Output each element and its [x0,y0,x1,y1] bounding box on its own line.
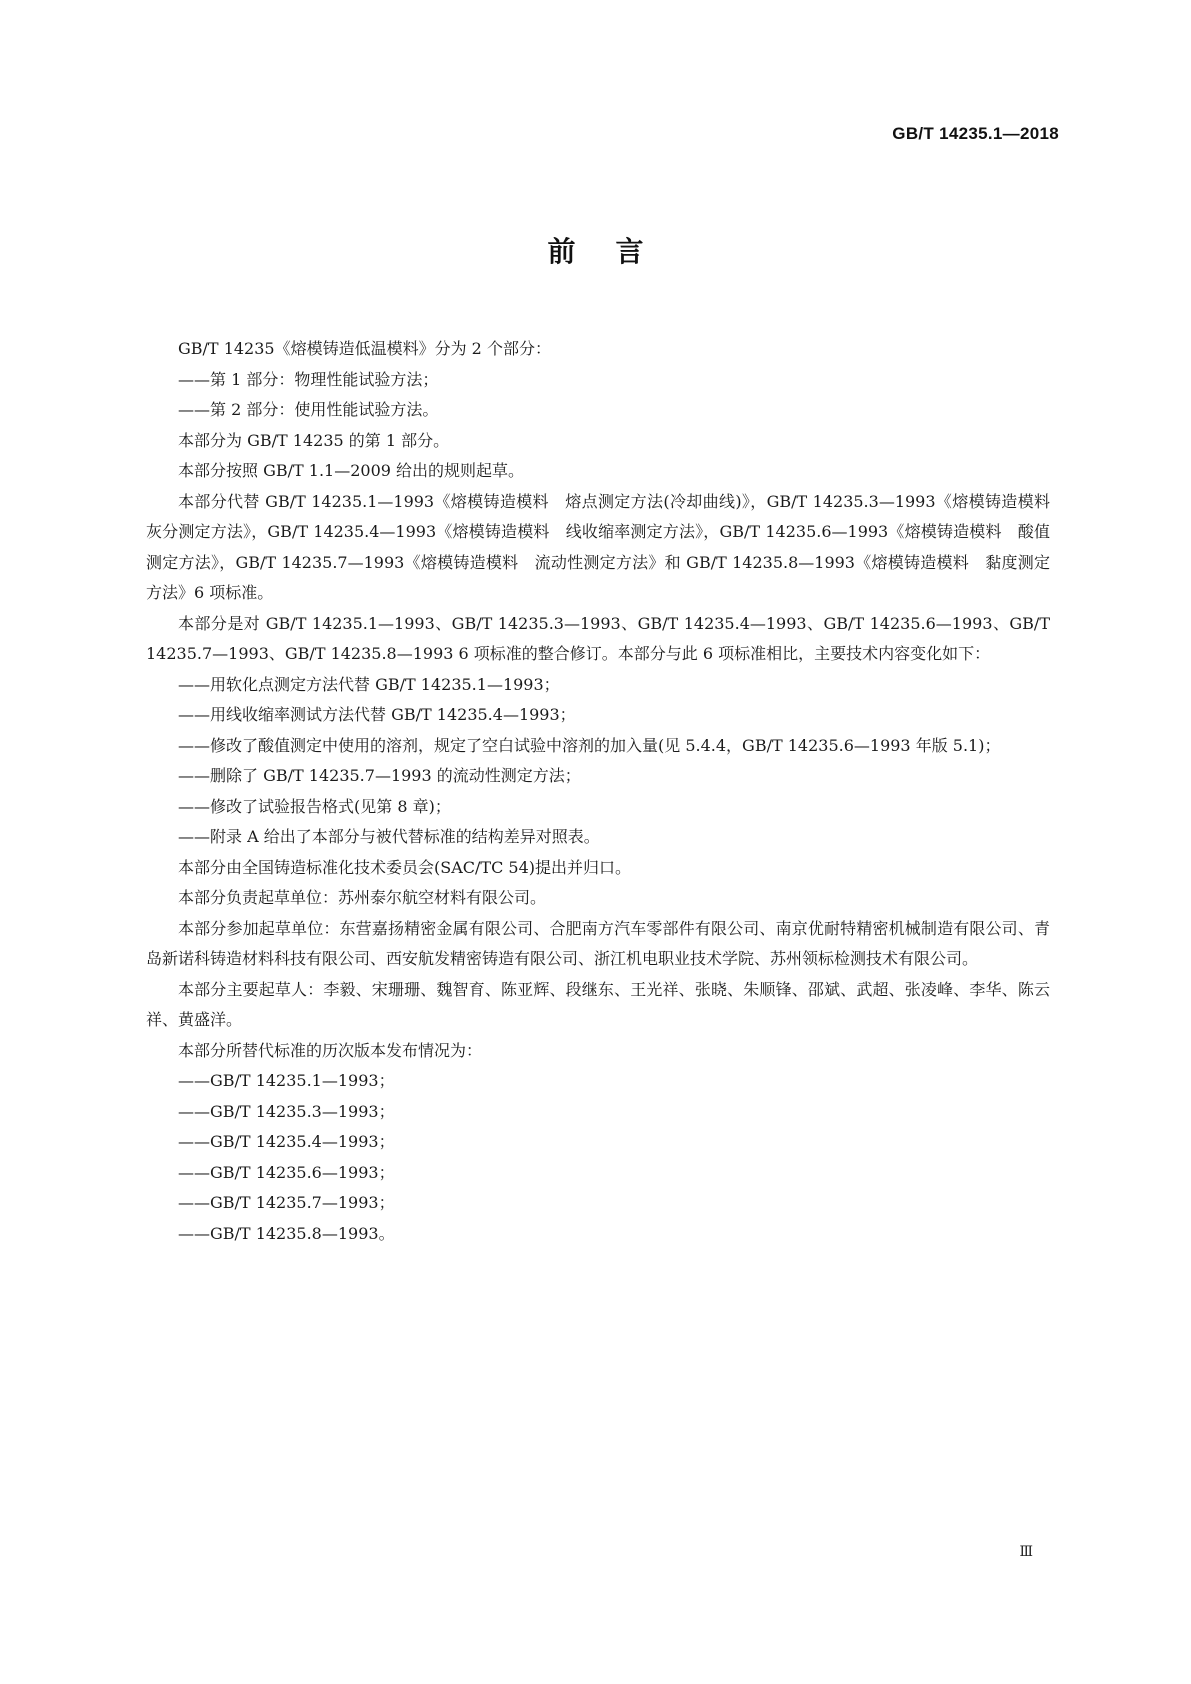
paragraph: 本部分负责起草单位：苏州泰尔航空材料有限公司。 [178,888,547,907]
list-item: ——第 2 部分：使用性能试验方法。 [178,400,439,419]
list-item: ——GB/T 14235.7—1993； [178,1193,395,1212]
list-item: ——用线收缩率测试方法代替 GB/T 14235.4—1993； [178,705,576,724]
list-item: ——删除了 GB/T 14235.7—1993 的流动性测定方法； [178,766,581,785]
list-item: ——修改了酸值测定中使用的溶剂，规定了空白试验中溶剂的加入量(见 5.4.4，GB/T 14235.6—1993 年版 5.1)； [178,735,1001,755]
paragraph: 本部分是对 GB/T 14235.1—1993、GB/T 14235.3—1993、GB/T 14235.4—1993、GB/T 14235.6—1993、GB/T 14235.7—1993、GB/T 14235.8—1993 6 项标准的整合修订。本部分与此 6 项标准相比，主要技术内容变化如下： [146,613,1050,663]
paragraph: 本部分参加起草单位：东营嘉扬精密金属有限公司、合肥南方汽车零部件有限公司、南京优耐特精密机械制造有限公司、青岛新诺科铸造材料科技有限公司、西安航发精密铸造有限公司、浙江机电职业技术学院、苏州领标检测技术有限公司。 [146,918,1050,968]
standard-number: GB/T 14235.1—2018 [892,124,1059,143]
list-item: ——用软化点测定方法代替 GB/T 14235.1—1993； [178,674,560,694]
list-item: ——GB/T 14235.6—1993； [178,1162,395,1182]
list-item: ——附录 A 给出了本部分与被代替标准的结构差异对照表。 [178,827,600,846]
paragraph: 本部分主要起草人：李毅、宋珊珊、魏智育、陈亚辉、段继东、王光祥、张晓、朱顺锋、邵斌、武超、张凌峰、李华、陈云祥、黄盛洋。 [146,979,1050,1029]
page-title: 前言 [547,235,684,268]
list-item: ——GB/T 14235.8—1993。 [178,1223,395,1243]
paragraph: 本部分代替 GB/T 14235.1—1993《熔模铸造模料 熔点测定方法(冷却曲线)》，GB/T 14235.3—1993《熔模铸造模料 灰分测定方法》，GB/T 14235.4—1993《熔模铸造模料 线收缩率测定方法》，GB/T 14235.6—1993《熔模铸造模料 酸值测定方法》，GB/T 14235.7—1993《熔模铸造模料 流动性测定方法》和 GB/T 14235.8—1993《熔模铸造模料 黏度测定方法》6 项标准。 [146,491,1067,602]
paragraph: GB/T 14235《熔模铸造低温模料》分为 2 个部分： [178,339,551,358]
foreword-body [146,334,1067,1249]
paragraph: 本部分为 GB/T 14235 的第 1 部分。 [178,430,450,450]
paragraph: 本部分所替代标准的历次版本发布情况为： [178,1040,483,1060]
list-item: ——第 1 部分：物理性能试验方法； [178,369,439,389]
list-item: ——GB/T 14235.1—1993； [178,1071,395,1090]
list-item: ——修改了试验报告格式(见第 8 章)； [178,796,451,816]
paragraph: 本部分由全国铸造标准化技术委员会(SAC/TC 54)提出并归口。 [178,857,631,877]
page-number: Ⅲ [1019,1544,1033,1560]
list-item: ——GB/T 14235.3—1993； [178,1101,395,1121]
list-item: ——GB/T 14235.4—1993； [178,1132,395,1151]
paragraph: 本部分按照 GB/T 1.1—2009 给出的规则起草。 [178,461,525,480]
